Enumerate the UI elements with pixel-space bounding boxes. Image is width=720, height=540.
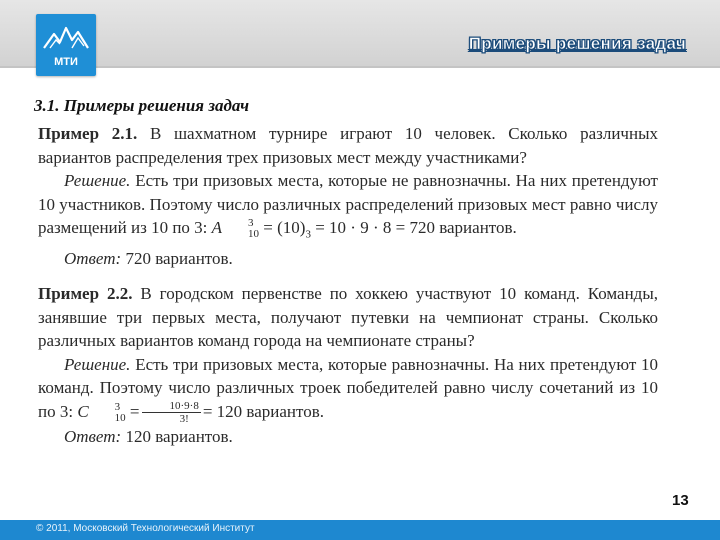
mti-logo (36, 14, 96, 76)
formula-a-sub: 10 (248, 228, 260, 241)
example-1-question-text: В шахматном турнире играют 10 человек. Сколько различных вариантов распределения трех призовых мест между участниками? (38, 124, 659, 167)
fraction-denominator: 3! (179, 413, 189, 426)
slide-header-title: Примеры решения задач (468, 34, 686, 53)
formula-paren-sub: 3 (305, 228, 311, 241)
example-1-answer (38, 247, 658, 271)
example-2-answer (38, 425, 658, 449)
example-1-solution-text: Есть три призовых места, которые не равнозначны. На них претендуют 10 участников. Поэтому число различных распределений призовых мест равно числу размещений из 10 по 3: (38, 171, 658, 237)
header-bar (0, 0, 720, 66)
example-2-answer-label: Ответ: (64, 427, 122, 447)
example-2-formula (77, 400, 325, 426)
example-2-answer-text: 120 вариантов. (125, 427, 233, 447)
mountains-icon (42, 22, 90, 52)
formula-eq-2: = (315, 218, 325, 237)
fraction-numerator: 10·9·8 (142, 400, 201, 413)
formula-paren: (10) (277, 218, 306, 237)
section-heading: 3.1. Примеры решения задач (34, 96, 250, 115)
example-1-solution-label: Решение. (64, 171, 131, 190)
example-2-solution-label: Решение. (64, 354, 131, 374)
paragraph-gap (38, 270, 658, 282)
footer-bar (0, 520, 720, 540)
example-2-question (38, 282, 658, 353)
example-1-answer-label: Ответ: (64, 248, 122, 268)
example-1-label: Пример 2.1. (38, 124, 138, 143)
formula-fraction (142, 400, 201, 425)
example-2-solution-text: Есть три призовых места, которые равнозначны. На них претендуют 10 команд. Поэтому число различных троек победителей равно числу сочетаний из 10 по 3: (38, 354, 659, 421)
formula-c-sup: 3 (114, 400, 121, 413)
example-1-formula-line-2: 10 · 9 · 8 = 720 вариантов. (329, 218, 517, 237)
formula-eq-1: = (263, 218, 273, 237)
formula-a-sup: 3 (248, 217, 254, 230)
example-2-solution (38, 353, 658, 426)
page-number: 13 (672, 492, 689, 509)
footer-copyright: © 2011, Московский Технологический Институт (36, 523, 255, 534)
formula-c-eq: = (129, 401, 140, 421)
example-1-question (38, 122, 658, 169)
formula-a-symbol: A (211, 218, 223, 237)
example-1-formula (211, 217, 325, 241)
example-1-answer-text: 720 вариантов. (125, 248, 233, 268)
logo-text: МТИ (54, 56, 78, 68)
formula-result: = 120 вариантов. (202, 401, 325, 421)
example-2-question-text: В городском первенстве по хоккею участвуют 10 команд. Команды, занявшие три первых места, получают путевки на чемпионат страны. Сколько различных вариантов команд города на чемпионате страны? (38, 284, 659, 351)
slide-content (38, 122, 658, 449)
example-2-label: Пример 2.2. (38, 284, 133, 304)
formula-c-sub: 10 (114, 411, 126, 424)
formula-c-symbol: C (77, 401, 89, 421)
example-1-solution (38, 169, 658, 247)
header-divider (0, 66, 720, 68)
